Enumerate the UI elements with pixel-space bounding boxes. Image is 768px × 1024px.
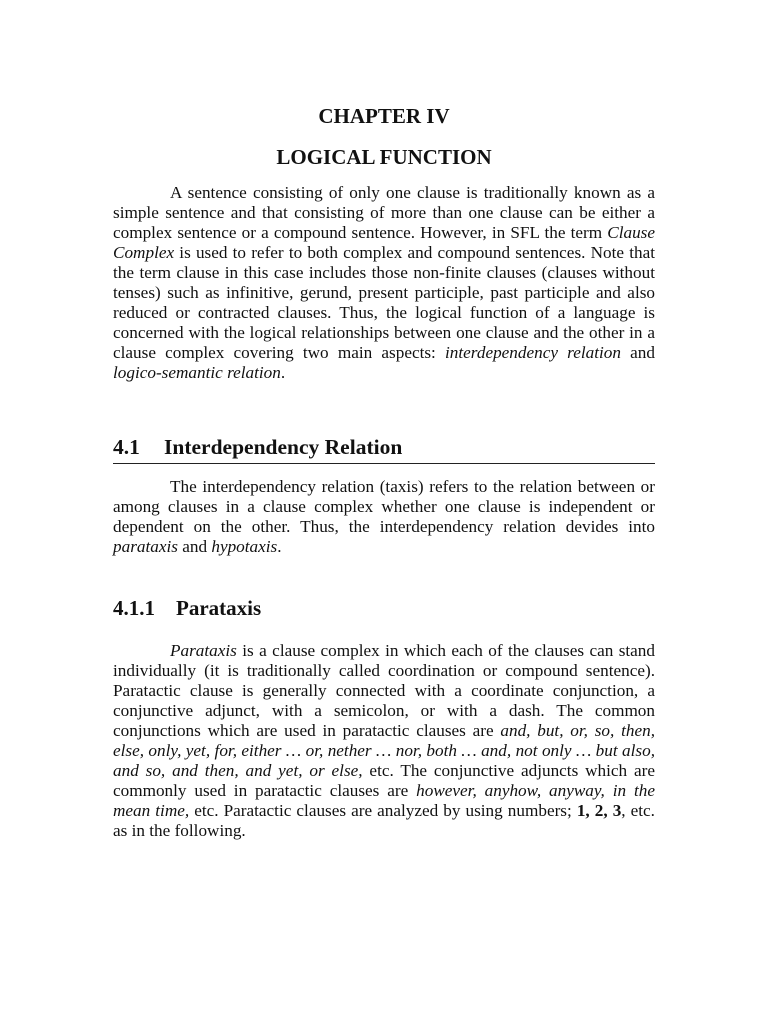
subsection-number: 4.1.1 xyxy=(113,596,155,620)
section-4-1-paragraph xyxy=(113,477,655,557)
intro-text-3: and xyxy=(620,343,655,362)
s41-text-3: . xyxy=(277,537,282,556)
chapter-label: CHAPTER IV xyxy=(318,104,450,128)
s411-conjunction-list: and, but, or, so, then, else, only, yet, for, either … or, nether … nor, both … and, not only … but also, and so, and then, and yet, or else, xyxy=(113,721,655,780)
intro-paragraph xyxy=(113,183,655,383)
subsection-title: Parataxis xyxy=(176,596,262,620)
s411-text-1: is a clause complex in which each of the clauses can stand individually (it is traditionally called coordination or compound sentence). Paratactic clause is generally connected with a coordinate conjunction, a conjunctive adjunct, with a semicolon, or with a dash. The common conjunctions which are used in paratactic clauses are xyxy=(113,641,655,740)
chapter-title: LOGICAL FUNCTION xyxy=(276,145,492,169)
section-heading-4-1-1 xyxy=(113,595,655,621)
s411-text-2: etc. The conjunctive adjuncts which are commonly used in paratactic clauses are xyxy=(113,761,655,800)
s411-text-3: etc. Paratactic clauses are analyzed by using numbers; xyxy=(189,801,577,820)
section-title: Interdependency Relation xyxy=(164,435,403,459)
section-number: 4.1 xyxy=(113,435,140,459)
document-page xyxy=(113,102,655,841)
s41-term-hypotaxis: hypotaxis xyxy=(211,537,278,556)
s41-text-2: and xyxy=(177,537,212,556)
s411-term-parataxis: Parataxis xyxy=(170,641,237,660)
intro-term-logico-semantic: logico-semantic relation xyxy=(113,363,281,382)
intro-term-clause-complex: Clause Complex xyxy=(113,223,655,262)
s411-adjunct-list: however, anyhow, anyway, in the mean time, xyxy=(113,781,655,820)
section-heading-4-1 xyxy=(113,434,655,464)
s41-text-1: The interdependency relation (taxis) refers to the relation between or among clauses in a clause complex whether one clause is independent or dependent on the other. Thus, the interdependency relation devides into xyxy=(113,477,655,536)
intro-term-interdependency: interdependency relation xyxy=(445,343,621,362)
intro-text-4: . xyxy=(280,363,286,382)
section-4-1-1-paragraph xyxy=(113,641,655,841)
s411-text-4: , etc. as in the following. xyxy=(113,801,655,840)
intro-text-2: is used to refer to both complex and compound sentences. Note that the term clause in this case includes those non-finite clauses (clauses without tenses) such as infinitive, gerund, present participle, past participle and also reduced or contracted clauses. Thus, the logical function of a language is concerned with the logical relationships between one clause and the other in a clause complex covering two main aspects: xyxy=(113,243,655,362)
s41-term-parataxis: parataxis xyxy=(113,537,178,556)
s411-numbers: 1, 2, 3 xyxy=(576,801,622,820)
intro-text-1: A sentence consisting of only one clause is traditionally known as a simple sentence and that consisting of more than one clause can be either a complex sentence or a compound sentence. However, in SFL the term xyxy=(113,183,655,242)
